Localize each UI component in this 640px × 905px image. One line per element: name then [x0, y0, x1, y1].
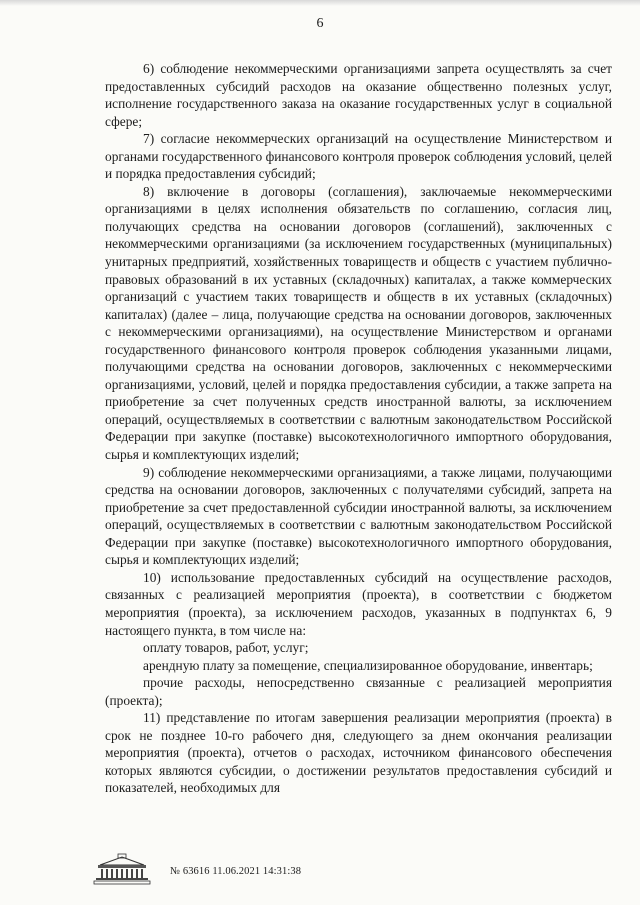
paragraph-9: 9) соблюдение некоммерческими организациями, а также лицами, получающими средства на основании договоров, заключенных с получателями субсидий, запрета на приобретение за счет предоставленной субсидии иностранной валюты, за исключением операций, осуществляемых в соответствии с валютным законодательством Российской Федерации при закупке (поставке) высокотехнологичного импортного оборудования, сырья и комплектующих изделий;: [105, 464, 612, 568]
paragraph-10-item-goods: оплату товаров, работ, услуг;: [143, 640, 309, 656]
paragraph-11: 11) представление по итогам завершения реализации мероприятия (проекта) в срок не позднее 10-го рабочего дня, следующего за днем окончания реализации мероприятия (проекта), отчетов о расходах, источником финансового обеспечения которых являются субсидии, о достижении результатов предоставления субсидий и показателей, необходимых для: [105, 710, 612, 796]
document-body: [105, 60, 612, 797]
paragraph-10-item-other: прочие расходы, непосредственно связанные с реализацией мероприятия (проекта);: [105, 675, 612, 708]
document-stamp: № 63616 11.06.2021 14:31:38: [170, 866, 302, 877]
paragraph-10: 10) использование предоставленных субсидий на осуществление расходов, связанных с реализацией мероприятия (проекта), в соответствии с бюджетом мероприятия (проекта), за исключением расходов, указанных в подпунктах 6, 9 настоящего пункта, в том числе на:: [105, 569, 612, 638]
government-building-logo: [90, 853, 154, 885]
paragraph-8: 8) включение в договоры (соглашения), заключаемые некоммерческими организациями в целях исполнения обязательств по соглашению, согласия лиц, получающих средства на основании договоров (соглашений), заключенных с некоммерческими организациями (за исключением государственных (муниципальных) унитарных предприятий, хозяйственных товариществ и обществ с участием публично-правовых образований в их уставных (складочных) капиталах, а также коммерческих организаций с участием таких товариществ и обществ в их уставных (складочных) капиталах) (далее – лица, получающие средства на основании договоров, заключенных с некоммерческими организациями), на осуществление Министерством и органами государственного финансового контроля проверок соблюдения указанными лицами, получающими средства на основании договоров, заключенных с некоммерческими организациями, условий, целей и порядка предоставления субсидии, а также запрета на приобретение за счет полученных средств иностранной валюты, за исключением операций, осуществляемых в соответствии с валютным законодательством Российской Федерации при закупке (поставке) высокотехнологичного импортного оборудования, сырья и комплектующих изделий;: [105, 183, 612, 463]
document-footer: [90, 853, 510, 887]
scan-edge: [0, 0, 640, 6]
paragraph-6: 6) соблюдение некоммерческими организациями запрета осуществлять за счет предоставленных субсидий расходов на оказание общественно полезных услуг, исполнение государственного заказа на оказание государственных услуг в социальной сфере;: [105, 61, 612, 129]
page-number: 6: [316, 16, 324, 31]
paragraph-7: 7) согласие некоммерческих организаций на осуществление Министерством и органами государственного финансового контроля проверок соблюдения условий, целей и порядка предоставления субсидий;: [105, 131, 612, 182]
paragraph-10-item-rent: арендную плату за помещение, специализированное оборудование, инвентарь;: [143, 657, 593, 673]
